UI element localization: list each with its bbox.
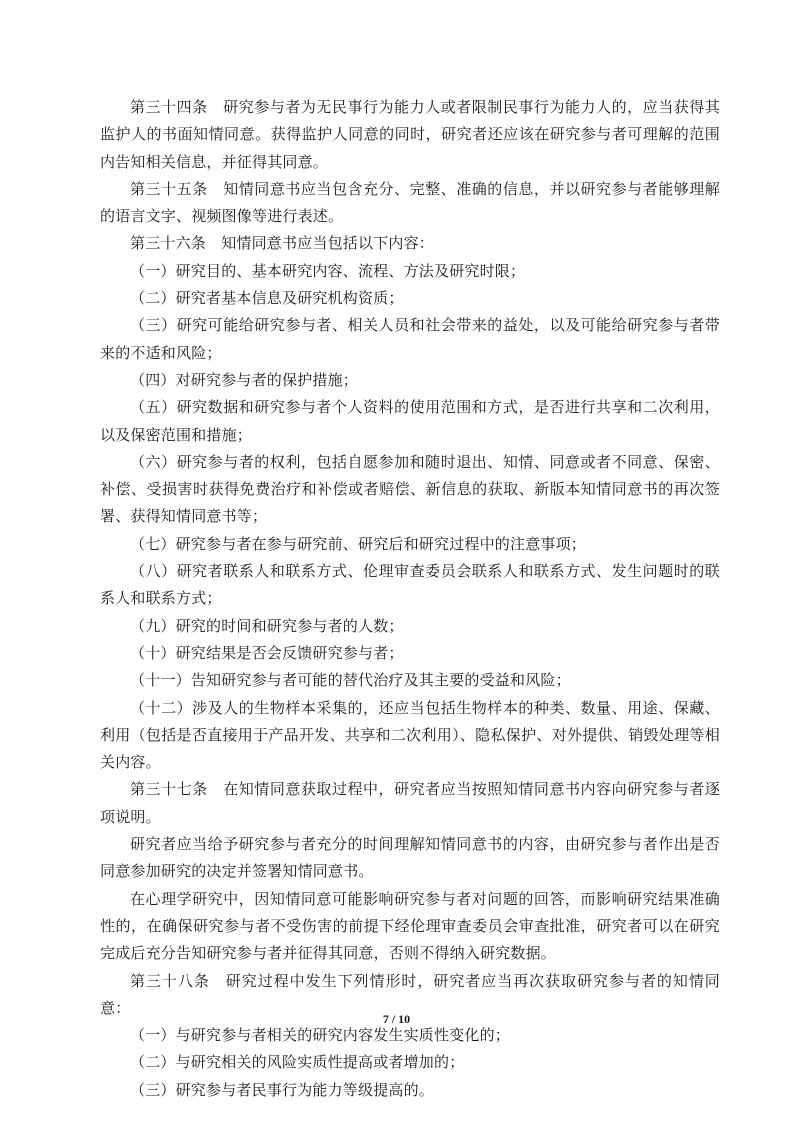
list-item: （五）研究数据和研究参与者个人资料的使用范围和方式，是否进行共享和二次利用，以及保密范围和措施； bbox=[100, 398, 720, 444]
list-item: （三）研究可能给研究参与者、相关人员和社会带来的益处，以及可能给研究参与者带来的不适和风险； bbox=[100, 316, 720, 362]
list-item: （四）对研究参与者的保护措施； bbox=[130, 370, 359, 389]
article-38: 第三十八条 研究过程中发生下列情形时，研究者应当再次获取研究参与者的知情同意： bbox=[100, 971, 720, 1017]
list-item: （六）研究参与者的权利，包括自愿参加和随时退出、知情、同意或者不同意、保密、补偿、受损害时获得免费治疗和补偿或者赔偿、新信息的获取、新版本知情同意书的再次签署、获得知情同意书等； bbox=[100, 452, 720, 526]
list-item: （七）研究参与者在参与研究前、研究后和研究过程中的注意事项； bbox=[130, 534, 587, 553]
list-item: （二）与研究相关的风险实质性提高或者增加的； bbox=[130, 1053, 465, 1072]
list-item: （八）研究者联系人和联系方式、伦理审查委员会联系人和联系方式、发生问题时的联系人和联系方式； bbox=[100, 562, 720, 608]
list-item: （九）研究的时间和研究参与者的人数； bbox=[130, 616, 404, 635]
list-item: （十一）告知研究参与者可能的替代治疗及其主要的受益和风险； bbox=[130, 671, 571, 690]
article-36: 第三十六条 知情同意书应当包括以下内容： bbox=[130, 234, 435, 253]
page-number: 7 / 10 bbox=[382, 1012, 411, 1026]
article-34: 第三十四条 研究参与者为无民事行为能力人或者限制民事行为能力人的，应当获得其监护人的书面知情同意。获得监护人同意的同时，研究者还应该在研究参与者可理解的范围内告知相关信息，并征得其同意。 bbox=[100, 98, 720, 171]
list-item: （十）研究结果是否会反馈研究参与者； bbox=[130, 643, 404, 662]
list-item: （十二）涉及人的生物样本采集的，还应当包括生物样本的种类、数量、用途、保藏、利用（包括是否直接用于产品开发、共享和二次利用）、隐私保护、对外提供、销毁处理等相关内容。 bbox=[100, 698, 720, 772]
list-item: （一）与研究参与者相关的研究内容发生实质性变化的； bbox=[130, 1026, 511, 1045]
list-item: （一）研究目的、基本研究内容、流程、方法及研究时限； bbox=[130, 261, 526, 280]
paragraph: 在心理学研究中，因知情同意可能影响研究参与者对问题的回答，而影响研究结果准确性的，在确保研究参与者不受伤害的前提下经伦理审查委员会审查批准，研究者可以在研究完成后充分告知研究参与者并征得其同意，否则不得纳入研究数据。 bbox=[100, 889, 720, 963]
document-body bbox=[100, 94, 720, 1104]
article-35: 第三十五条 知情同意书应当包含充分、完整、准确的信息，并以研究参与者能够理解的语言文字、视频图像等进行表述。 bbox=[100, 179, 720, 226]
list-item: （二）研究者基本信息及研究机构资质； bbox=[130, 289, 404, 308]
paragraph: 研究者应当给予研究参与者充分的时间理解知情同意书的内容，由研究参与者作出是否同意参加研究的决定并签署知情同意书。 bbox=[100, 835, 720, 881]
article-37: 第三十七条 在知情同意获取过程中，研究者应当按照知情同意书内容向研究参与者逐项说明。 bbox=[100, 780, 720, 826]
list-item: （三）研究参与者民事行为能力等级提高的。 bbox=[130, 1080, 435, 1099]
